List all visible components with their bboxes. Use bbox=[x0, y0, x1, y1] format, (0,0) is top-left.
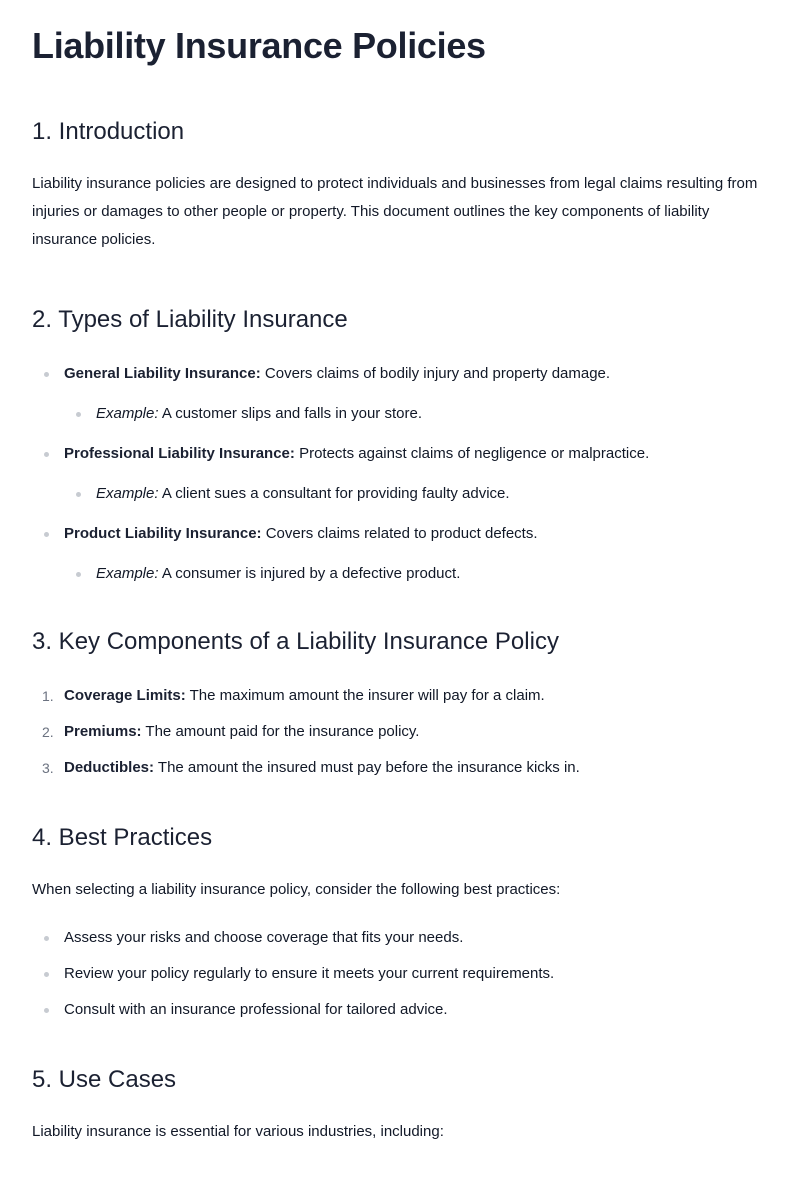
example-label: Example: bbox=[96, 565, 159, 582]
term: Deductibles: bbox=[64, 759, 155, 776]
section-heading-best-practices: 4. Best Practices bbox=[32, 824, 213, 851]
description: The amount paid for the insurance policy. bbox=[141, 723, 420, 740]
section-heading-use-cases: 5. Use Cases bbox=[32, 1066, 177, 1093]
list-item-coverage-limits bbox=[32, 684, 768, 708]
list-item: Consult with an insurance professional for tailored advice. bbox=[32, 998, 768, 1022]
key-components-list bbox=[32, 684, 768, 780]
list-item-general-liability bbox=[32, 362, 768, 386]
section-heading-key-components: 3. Key Components of a Liability Insurance Policy bbox=[32, 628, 559, 655]
term: General Liability Insurance: bbox=[64, 365, 261, 382]
best-practices-intro: When selecting a liability insurance policy, consider the following best practices: bbox=[32, 881, 561, 898]
list-number: 1. bbox=[42, 688, 54, 704]
list-item-premiums bbox=[32, 720, 768, 744]
description: Covers claims of bodily injury and property damage. bbox=[260, 365, 611, 382]
description: The maximum amount the insurer will pay for a claim. bbox=[185, 687, 545, 704]
list-item: Assess your risks and choose coverage that fits your needs. bbox=[32, 926, 768, 950]
list-item-example bbox=[32, 482, 768, 506]
types-list bbox=[32, 362, 768, 586]
introduction-paragraph: Liability insurance policies are designed to protect individuals and businesses from legal claims resulting from injuries or damages to other people or property. This document outlines the key components of liability insurance policies. bbox=[32, 175, 758, 248]
page-title: Liability Insurance Policies bbox=[32, 25, 486, 66]
term: Professional Liability Insurance: bbox=[64, 445, 295, 462]
list-number: 3. bbox=[42, 760, 54, 776]
example-label: Example: bbox=[96, 405, 159, 422]
description: Protects against claims of negligence or malpractice. bbox=[294, 445, 650, 462]
best-practices-list bbox=[32, 926, 768, 1022]
description: Covers claims related to product defects. bbox=[261, 525, 538, 542]
term: Product Liability Insurance: bbox=[64, 525, 262, 542]
section-heading-types: 2. Types of Liability Insurance bbox=[32, 306, 348, 333]
list-item-example bbox=[32, 562, 768, 586]
list-item-product-liability bbox=[32, 522, 768, 546]
list-item-professional-liability bbox=[32, 442, 768, 466]
description: The amount the insured must pay before the insurance kicks in. bbox=[154, 759, 580, 776]
example-text: A consumer is injured by a defective product. bbox=[158, 565, 461, 582]
example-text: A customer slips and falls in your store. bbox=[158, 405, 422, 422]
list-item: Review your policy regularly to ensure it meets your current requirements. bbox=[32, 962, 768, 986]
term: Premiums: bbox=[64, 723, 142, 740]
list-number: 2. bbox=[42, 724, 54, 740]
section-heading-introduction: 1. Introduction bbox=[32, 118, 185, 145]
list-item-example bbox=[32, 402, 768, 426]
example-label: Example: bbox=[96, 485, 159, 502]
example-text: A client sues a consultant for providing faulty advice. bbox=[158, 485, 510, 502]
term: Coverage Limits: bbox=[64, 687, 186, 704]
use-cases-intro: Liability insurance is essential for various industries, including: bbox=[32, 1123, 444, 1140]
list-item-deductibles bbox=[32, 756, 768, 780]
